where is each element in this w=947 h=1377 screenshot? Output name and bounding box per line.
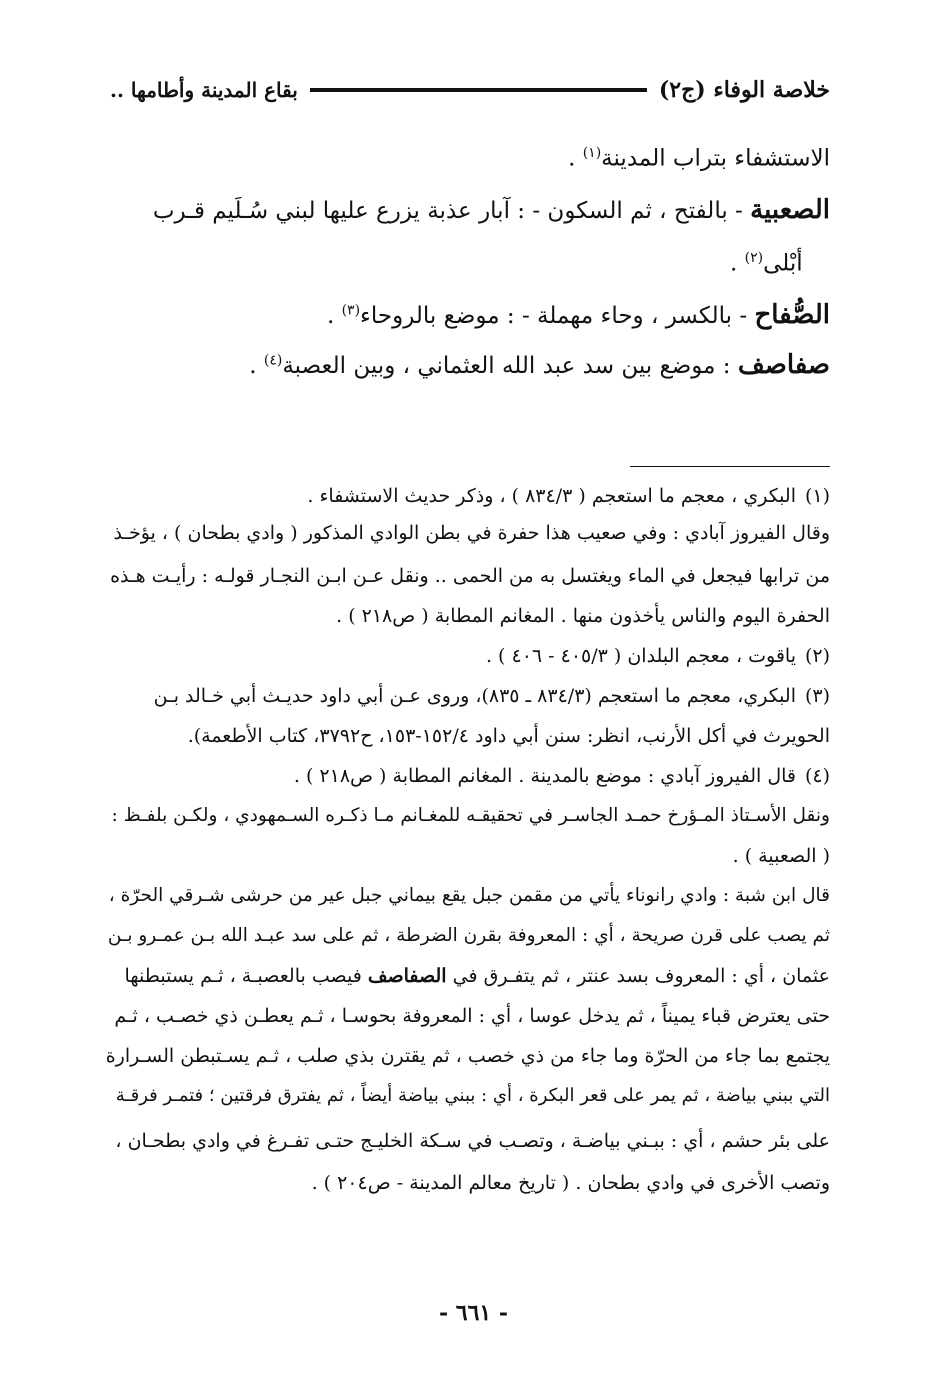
- section-title: بقاع المدينة وأطامها ..: [110, 78, 298, 102]
- footnote-3-line: الحويرث في أكل الأرنب، انظر: سنن أبي داود ١٥٢/٤-١٥٣، ح٣٧٩٢، كتاب الأطعمة).: [187, 725, 830, 747]
- footnote-4-line: التي ببني بياضة ، ثم يمر على قعر البكرة ، أي : ببني بياضة أيضاً ، ثم يفترق فرقتين ؛ فتمـر فرقـة: [115, 1085, 830, 1106]
- entry-safasif: صفاصف : موضع بين سد عبد الله العثماني ، وبين العصبة$^{(٤)}$ .: [249, 350, 830, 380]
- running-header: [110, 70, 830, 110]
- footnote-4-line: يجتمع بما جاء من الحرّة وما جاء من ذي خصب ، ثم يقترن بذي صلب ، ثـم يسـتبطن السـرارة: [105, 1045, 830, 1067]
- entry-term: الصعبية: [750, 195, 830, 225]
- footnote-1-line: من ترابها فيجعل في الماء ويغتسل به من الحمى .. ونقل عـن ابـن النجـار قولـه : رأيـت هـذه: [110, 565, 830, 587]
- book-title: خلاصة الوفاء (ج٢): [658, 77, 830, 103]
- footnote-2: (٢)ياقوت ، معجم البلدان ( ٤٠٥/٣ - ٤٠٦ ) .: [485, 645, 830, 667]
- footnote-1-line: الحفرة اليوم والناس يأخذون منها . المغانم المطابة ( ص٢١٨ ) .: [336, 605, 830, 627]
- footnote-4-line: وتصب الأخرى في وادي بطحان . ( تاريخ معالم المدينة - ص٢٠٤ ) .: [311, 1172, 830, 1194]
- footnote-ref: (٣): [341, 302, 361, 319]
- header-rule: [310, 88, 647, 92]
- footnote-4-line: عثمان ، أي : المعروف بسد عنتر ، ثم يتفـرق في الصفاصف فيصب بالعصبـة ، ثـم يستبطنها: [124, 965, 830, 987]
- entry-sabiyya-cont: أبْلى$^{(٢)}$ .: [730, 250, 803, 277]
- entry-term: صفاصف: [737, 350, 830, 380]
- footnote-4: (٤)قال الفيروز آبادي : موضع بالمدينة . المغانم المطابة ( ص٢١٨ ) .: [293, 765, 830, 787]
- entry-sifah: الصُّفاح - بالكسر ، وحاء مهملة - : موضع بالروحاء$^{(٣)}$ .: [326, 300, 830, 330]
- footnote-ref: (٤): [263, 352, 283, 369]
- footnote-1-line: وقال الفيروز آبادي : وفي صعيب هذا حفرة في بطن الوادي المذكور ( وادي بطحان ) ، يؤخـذ: [113, 522, 830, 544]
- footnote-ref: (١): [582, 145, 602, 161]
- footnote-4-line: حتى يعترض قباء يميناً ، ثم يدخل عوسا ، أي : المعروفة بحوسـا ، ثـم يعطـن ذي خصـب ، ثـم: [114, 1005, 830, 1027]
- footnote-separator: [630, 466, 830, 467]
- entry-term: الصُّفاح: [754, 300, 830, 330]
- footnote-4-line: ( الصعبية ) .: [732, 845, 830, 867]
- page-number: - ٦٦١ -: [438, 1300, 509, 1326]
- entry-sabiyya: الصعبية - بالفتح ، ثم السكون - : آبار عذبة يزرع عليها لبني سُـلَيم قـرب: [152, 195, 830, 225]
- footnote-ref: (٢): [744, 250, 764, 266]
- footnote-4-line: ثم يصب على قرن صريحة ، أي : المعروفة بقرن الضرطة ، ثم على سد عبـد الله بـن عمـرو بـن: [107, 925, 830, 946]
- footnote-4-line: ونقل الأسـتاذ المـؤرخ حمـد الجاسـر في تحقيقـه للمغـانم مـا ذكـره السـمهودي ، ولكـن بلفـظ :: [111, 805, 830, 826]
- footnote-4-line: قال ابن شبة : وادي رانوناء يأتي من مقمن جبل يقع بيماني جبل عير من حرشى شـرقي الحرّة ،: [108, 885, 830, 906]
- footnote-3: (٣)البكري، معجم ما استعجم (٨٣٤/٣ ـ ٨٣٥)، وروى عـن أبي داود حديـث أبي خـالد بـن: [153, 685, 830, 707]
- footnote-1: (١)البكري ، معجم ما استعجم ( ٨٣٤/٣ ) ، وذكر حديث الاستشفاء .: [307, 485, 830, 507]
- main-line-1: الاستشفاء بتراب المدينة$^{(١)}$ .: [568, 145, 830, 172]
- bold-term: الصفاصف: [367, 965, 447, 987]
- footnote-4-line: على بئر حشم ، أي : ببـني بياضـة ، وتصـب في سـكة الخليـج حتـى تفـرغ في وادي بطحـان ،: [115, 1130, 830, 1152]
